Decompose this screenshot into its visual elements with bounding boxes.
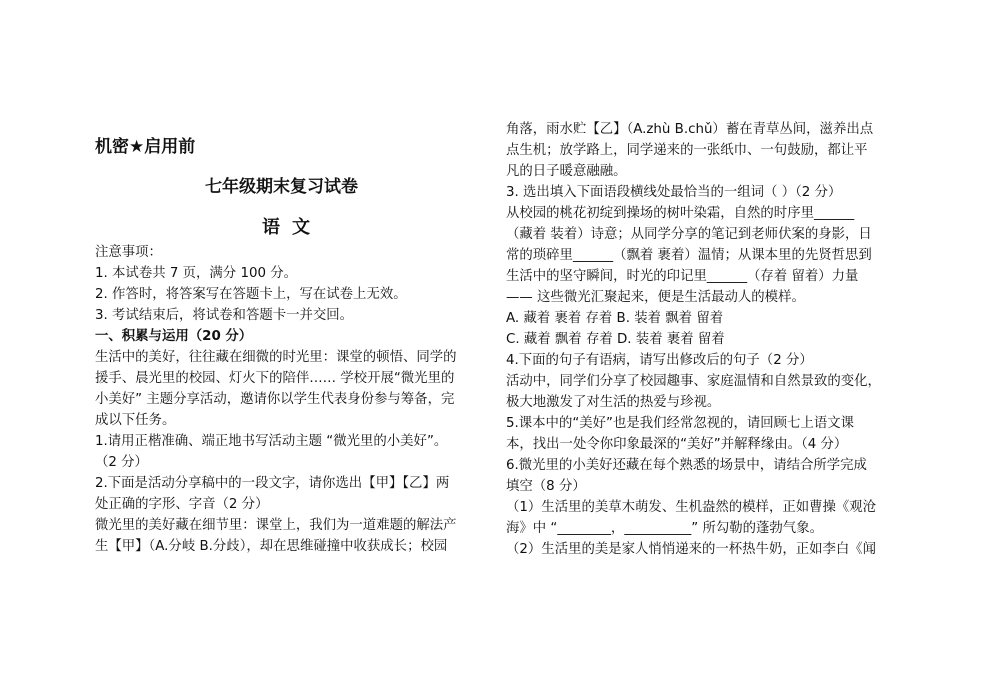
text-line: 援手、晨光里的校园、灯火下的陪伴…… 学校开展“微光里的 xyxy=(95,371,455,386)
exam-subject: 语文 xyxy=(262,217,322,238)
notice-item: 2. 作答时，将答案写在答题卡上，写在试卷上无效。 xyxy=(95,287,407,302)
question-line: 3. 选出填入下面语段横线处最恰当的一组词（ ）（2 分） xyxy=(506,185,842,200)
text-line: 成以下任务。 xyxy=(95,413,176,428)
section-heading: 一、积累与运用（20 分） xyxy=(95,329,253,344)
question-line: 4.下面的句子有语病，请写出修改后的句子（2 分） xyxy=(506,353,813,368)
question-line: 1.请用正楷准确、端正地书写活动主题 “微光里的小美好”。 xyxy=(95,434,448,449)
secret-label: 机密★启用前 xyxy=(95,137,196,157)
text-line: 处正确的字形、字音（2 分） xyxy=(95,497,269,512)
text-line: 角落，雨水贮【乙】（A.zhù B.chǔ）蓄在青草丛间，滋养出点 xyxy=(506,122,874,137)
text-line: 凡的日子暖意融融。 xyxy=(506,164,627,179)
notice-heading: 注意事项： xyxy=(95,245,162,260)
notice-item: 3. 考试结束后，将试卷和答题卡一并交回。 xyxy=(95,308,354,323)
question-line: 6.微光里的小美好还藏在每个熟悉的场景中，请结合所学完成 xyxy=(506,458,867,473)
question-line: 2.下面是活动分享稿中的一段文字，请你选出【甲】【乙】两 xyxy=(95,476,450,491)
notice-item: 1. 本试卷共 7 页，满分 100 分。 xyxy=(95,266,298,281)
text-line: 海》中 “________，__________” 所勾勒的蓬勃气象。 xyxy=(506,521,823,536)
text-line: 本，找出一处令你印象最深的“美好”并解释缘由。（4 分） xyxy=(506,437,848,452)
text-line: 小美好” 主题分享活动，邀请你以学生代表身份参与筹备，完 xyxy=(95,392,455,407)
text-line: 微光里的美好藏在细节里：课堂上，我们为一道难题的解法产 xyxy=(95,518,457,533)
text-line: （2 分） xyxy=(95,455,148,470)
text-line: —— 这些微光汇聚起来，便是生活最动人的模样。 xyxy=(506,290,805,305)
text-line: 生活中的坚守瞬间，时光的印记里______（存着 留着）力量 xyxy=(506,269,859,284)
text-line: 生【甲】（A.分岐 B.分歧），却在思维碰撞中收获成长；校园 xyxy=(95,539,448,554)
question-line: 5.课本中的“美好”也是我们经常忽视的，请回顾七上语文课 xyxy=(506,416,855,431)
text-line: 常的琐碎里______（飘着 裹着）温情；从课本里的先贤哲思到 xyxy=(506,248,872,263)
text-line: 从校园的桃花初绽到操场的树叶染霜，自然的时序里______ xyxy=(506,206,855,221)
option-line: C. 藏着 飘着 存着 D. 装着 裹着 留着 xyxy=(506,332,725,347)
text-line: 生活中的美好，往往藏在细微的时光里：课堂的顿悟、同学的 xyxy=(95,350,457,365)
text-line: 填空（8 分） xyxy=(506,479,586,494)
text-line: 点生机；放学路上，同学递来的一张纸巾、一句鼓励，都让平 xyxy=(506,143,868,158)
text-line: 极大地激发了对生活的热爱与珍视。 xyxy=(506,395,721,410)
text-line: （2）生活里的美是家人悄悄递来的一杯热牛奶，正如李白《闻 xyxy=(506,542,877,557)
text-line: （藏着 装着）诗意；从同学分享的笔记到老师伏案的身影，日 xyxy=(506,227,872,242)
exam-title: 七年级期末复习试卷 xyxy=(205,177,358,197)
text-line: 活动中，同学们分享了校园趣事、家庭温情和自然景致的变化， xyxy=(506,374,881,389)
text-line: （1）生活里的美草木萌发、生机盎然的模样，正如曹操《观沧 xyxy=(506,500,877,515)
option-line: A. 藏着 裹着 存着 B. 装着 飘着 留着 xyxy=(506,311,724,326)
